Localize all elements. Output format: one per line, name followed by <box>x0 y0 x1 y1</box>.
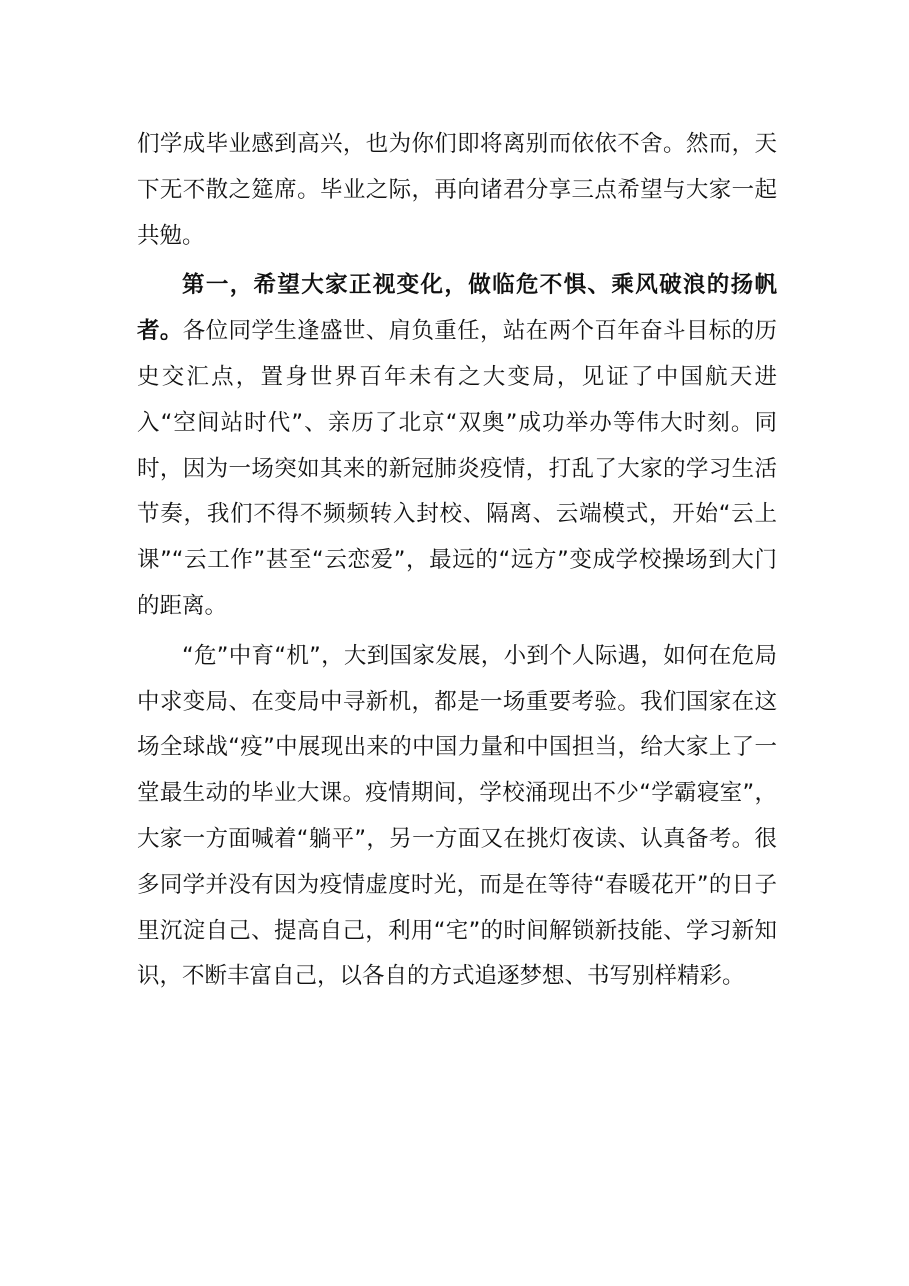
paragraph-3-text: “危”中育“机”，大到国家发展，小到个人际遇，如何在危局中求变局、在变局中寻新机，都是一场重要考验。我们国家在这场全球战“疫”中展现出来的中国力量和中国担当，给大家上了一堂最生动的毕业大课。疫情期间，学校涌现出不少“学霸寝室”，大家一方面喊着“躺平”，另一方面又在挑灯夜读、认真备考。很多同学并没有因为疫情虚度时光，而是在等待“春暖花开”的日子里沉淀自己、提高自己，利用“宅”的时间解锁新技能、学习新知识，不断丰富自己，以各自的方式追逐梦想、书写别样精彩。 <box>137 642 777 990</box>
paragraph-2 <box>137 263 777 629</box>
paragraph-1 <box>137 122 777 259</box>
paragraph-2-heading: 第一，希望大家正视变化，做临危不惧、乘风破浪的扬帆者。 <box>137 272 777 345</box>
paragraph-1-text: 们学成毕业感到高兴，也为你们即将离别而依依不舍。然而，天下无不散之筵席。毕业之际，再向诸君分享三点希望与大家一起共勉。 <box>137 131 777 249</box>
document-body <box>137 122 777 1000</box>
paragraph-2-text: 各位同学生逢盛世、肩负重任，站在两个百年奋斗目标的历史交汇点，置身世界百年未有之大变局，见证了中国航天进入“空间站时代”、亲历了北京“双奥”成功举办等伟大时刻。同时，因为一场突如其来的新冠肺炎疫情，打乱了大家的学习生活节奏，我们不得不频频转入封校、隔离、云端模式，开始“云上课”“云工作”甚至“云恋爱”，最远的“远方”变成学校操场到大门的距离。 <box>137 318 777 619</box>
paragraph-3 <box>137 634 777 1000</box>
